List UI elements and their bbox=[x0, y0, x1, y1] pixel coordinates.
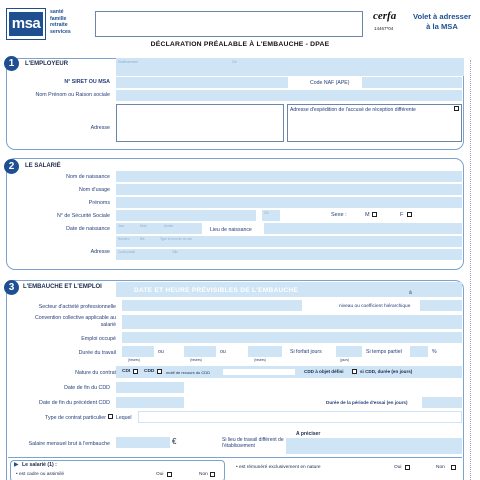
nature-oui-label: Oui bbox=[394, 465, 402, 470]
convention-input[interactable] bbox=[122, 315, 462, 329]
nature-non-checkbox[interactable] bbox=[451, 465, 456, 470]
trial-input[interactable] bbox=[422, 397, 462, 408]
birthplace-label: Lieu de naissance bbox=[210, 227, 252, 233]
duration-label: Durée du travail bbox=[78, 350, 116, 356]
company-name-input[interactable] bbox=[116, 90, 462, 101]
sex-f-label: F bbox=[400, 212, 404, 218]
employee-address-label: Adresse bbox=[90, 249, 110, 255]
prev-cdd-input[interactable] bbox=[116, 397, 184, 408]
item-nature: • est rémunéré exclusivement en nature bbox=[236, 465, 321, 470]
cdd-objet-label: CDD à objet défini bbox=[304, 369, 344, 374]
cdd-label: CDD bbox=[144, 369, 155, 374]
employee-title: LE SALARIÉ bbox=[25, 163, 61, 169]
duration-year-input[interactable] bbox=[248, 346, 282, 357]
first-names-label: Prénoms bbox=[88, 200, 110, 206]
trial-label: Durée de la période d'essai (en jours) bbox=[326, 400, 408, 405]
bottom-divider bbox=[8, 457, 462, 458]
siret-field[interactable] bbox=[116, 58, 464, 76]
naf-input[interactable] bbox=[362, 77, 462, 88]
siret-input[interactable] bbox=[116, 77, 288, 88]
birth-date-input[interactable] bbox=[116, 223, 202, 234]
lequel-input[interactable] bbox=[138, 411, 462, 423]
cadre-oui-label: Oui bbox=[156, 472, 164, 477]
hiring-title: L'EMBAUCHE ET L'EMPLOI bbox=[23, 284, 102, 290]
sex-f-checkbox[interactable] bbox=[407, 212, 412, 217]
special-contract-label: Type de contrat particulier bbox=[45, 415, 106, 421]
usage-name-input[interactable] bbox=[116, 184, 462, 195]
contract-label: Nature du contrat bbox=[75, 370, 116, 376]
nature-non-label: Non bbox=[436, 465, 445, 470]
address-label: Adresse bbox=[90, 125, 110, 131]
prev-cdd-label: Date de fin du précédent CDD bbox=[39, 400, 110, 406]
forfait-input[interactable] bbox=[336, 346, 362, 357]
duration-month-input[interactable] bbox=[184, 346, 216, 357]
partiel-percent: % bbox=[432, 349, 437, 355]
cdi-label: CDI bbox=[122, 369, 131, 374]
euro-label: € bbox=[172, 437, 177, 446]
section-number-1: 1 bbox=[4, 56, 19, 71]
cdd-duree-label: si CDD, durée (en jours) bbox=[360, 369, 413, 374]
copy-label: Volet à adresser à la MSA bbox=[412, 12, 472, 31]
duration-ou-2: ou bbox=[220, 349, 226, 355]
birthplace-input[interactable] bbox=[264, 223, 462, 234]
cerfa-logo: cerfa bbox=[373, 10, 397, 22]
cdd-objet-checkbox[interactable] bbox=[352, 369, 357, 374]
name-label: Nom Prénom ou Raison sociale bbox=[35, 92, 110, 98]
motif-input[interactable] bbox=[222, 368, 296, 376]
salary-label: Salaire mensuel brut à l'embauche bbox=[28, 441, 110, 447]
cdi-checkbox[interactable] bbox=[133, 369, 138, 374]
salary-input[interactable] bbox=[116, 437, 170, 448]
siret-label: N° SIRET OU MSA bbox=[64, 79, 110, 85]
birth-name-label: Nom de naissance bbox=[66, 174, 110, 180]
header-blank-box bbox=[95, 11, 363, 37]
address-line2-input[interactable] bbox=[116, 249, 462, 260]
nature-oui-checkbox[interactable] bbox=[405, 465, 410, 470]
section-number-2: 2 bbox=[4, 159, 19, 174]
partiel-label: Si temps partiel bbox=[366, 349, 402, 355]
sex-m-checkbox[interactable] bbox=[372, 212, 377, 217]
birth-name-input[interactable] bbox=[116, 171, 462, 182]
employer-title: L'EMPLOYEUR bbox=[25, 61, 69, 67]
a-preciser-label: A préciser bbox=[296, 431, 321, 437]
section-number-3: 3 bbox=[4, 280, 19, 295]
cadre-oui-checkbox[interactable] bbox=[167, 472, 172, 477]
convention-label: Convention collective applicable au salarié bbox=[34, 315, 116, 328]
job-input[interactable] bbox=[122, 332, 462, 343]
level-label: niveau ou coefficient hiérarchique bbox=[339, 304, 411, 309]
right-margin-legal-text bbox=[470, 60, 476, 480]
salarie-title: Le salarié (1) : bbox=[22, 462, 57, 468]
cadre-non-checkbox[interactable] bbox=[210, 472, 215, 477]
special-contract-checkbox[interactable] bbox=[108, 414, 113, 419]
level-input[interactable] bbox=[420, 300, 462, 311]
ack-address-label: Adresse d'expédition de l'accusé de réception différente bbox=[290, 107, 416, 113]
workplace-label: Si lieu de travail différent de l'établissement bbox=[222, 437, 284, 450]
usage-name-label: Nom d'usage bbox=[78, 187, 110, 193]
duration-ou-1: ou bbox=[158, 349, 164, 355]
end-cdd-label: Date de fin du CDD bbox=[64, 385, 110, 391]
ack-address-checkbox[interactable] bbox=[454, 106, 459, 111]
cadre-non-label: Non bbox=[199, 472, 208, 477]
duration-week-input[interactable] bbox=[122, 346, 154, 357]
workplace-input[interactable] bbox=[286, 438, 462, 454]
birth-date-label: Date de naissance bbox=[66, 226, 110, 232]
msa-logo: msa santé famille retraite services bbox=[6, 8, 86, 42]
cerfa-number: 14467*04 bbox=[374, 26, 394, 31]
cdd-checkbox[interactable] bbox=[157, 369, 162, 374]
sector-label: Secteur d'activité professionnelle bbox=[38, 304, 116, 310]
sex-label: Sexe : bbox=[331, 212, 347, 218]
job-label: Emploi occupé bbox=[81, 336, 116, 342]
ssn-label: N° de Sécurité Sociale bbox=[56, 213, 110, 219]
first-names-input[interactable] bbox=[116, 197, 462, 208]
sector-input[interactable] bbox=[122, 300, 302, 311]
item-cadre: • est cadre ou assimilé bbox=[16, 472, 65, 477]
end-cdd-input[interactable] bbox=[116, 382, 184, 393]
address-box[interactable] bbox=[116, 104, 284, 142]
lequel-label: Lequel bbox=[116, 415, 132, 421]
partiel-input[interactable] bbox=[410, 346, 428, 357]
sex-m-label: M bbox=[365, 212, 370, 218]
motif-label: motif de recours du CDD bbox=[166, 370, 211, 375]
salarie-arrow-icon: ▶ bbox=[14, 462, 19, 468]
ssn-input[interactable] bbox=[116, 210, 256, 221]
page-title: DÉCLARATION PRÉALABLE À L'EMBAUCHE - DPAE bbox=[150, 41, 330, 48]
naf-label: Code NAF (APE) bbox=[310, 80, 350, 86]
hire-datetime-title: DATE ET HEURE PRÉVISIBLES DE L'EMBAUCHE bbox=[134, 287, 299, 294]
forfait-label: Si forfait jours bbox=[290, 349, 322, 355]
hire-datetime-a: à bbox=[409, 290, 412, 296]
